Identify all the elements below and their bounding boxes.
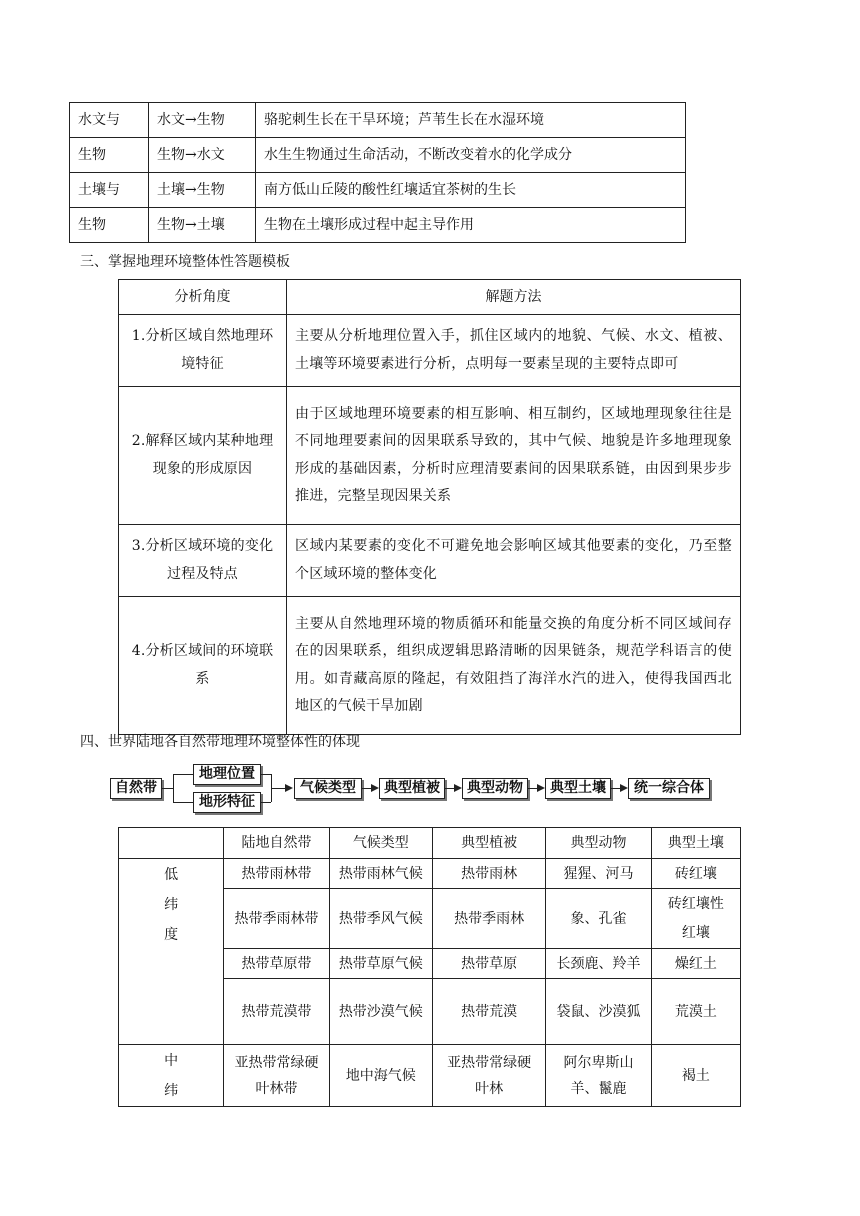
connector-line bbox=[161, 788, 173, 789]
relation-cell: 生物→土壤 bbox=[149, 208, 256, 243]
arrow-line bbox=[445, 788, 454, 789]
climate-cell: 地中海气候 bbox=[329, 1045, 432, 1107]
hydro-soil-biology-table bbox=[69, 102, 686, 243]
soil-cell bbox=[651, 889, 740, 949]
flow-box-climate: 气候类型 bbox=[294, 778, 362, 799]
connector-line bbox=[261, 802, 271, 803]
zone-cell: 热带雨林带 bbox=[224, 859, 329, 889]
angle-line: 现象的形成原因 bbox=[152, 460, 253, 477]
arrow-line bbox=[362, 788, 371, 789]
connector-line bbox=[173, 802, 193, 803]
header-angle: 分析角度 bbox=[119, 280, 287, 315]
angle-cell bbox=[119, 525, 287, 597]
method-cell bbox=[287, 597, 741, 735]
content-cell: 南方低山丘陵的酸性红壤适宜茶树的生长 bbox=[256, 173, 686, 208]
content-cell: 骆驼刺生长在干旱环境；芦苇生长在水湿环境 bbox=[256, 103, 686, 138]
latitude-cell-low bbox=[119, 859, 224, 1045]
angle-cell bbox=[119, 315, 287, 387]
arrow-head-icon bbox=[620, 784, 628, 792]
vegetation-cell: 热带季雨林 bbox=[432, 889, 545, 949]
climate-cell: 热带草原气候 bbox=[329, 949, 432, 979]
vegetation-cell: 热带草原 bbox=[432, 949, 545, 979]
header-cell bbox=[119, 828, 224, 859]
natural-zone-flow-diagram bbox=[110, 763, 740, 813]
connector-line bbox=[173, 774, 174, 802]
arrow-line bbox=[528, 788, 537, 789]
flow-box-whole: 统一综合体 bbox=[628, 778, 710, 799]
arrow-line bbox=[271, 788, 285, 789]
vegetation-line: 叶林 bbox=[475, 1080, 504, 1097]
group-cell: 水文与 bbox=[70, 103, 149, 138]
angle-line: 过程及特点 bbox=[167, 565, 238, 582]
zone-line: 叶林带 bbox=[255, 1080, 298, 1097]
vegetation-cell bbox=[432, 1045, 545, 1107]
arrow-head-icon bbox=[371, 784, 379, 792]
content-cell: 生物在土壤形成过程中起主导作用 bbox=[256, 208, 686, 243]
connector-line bbox=[261, 774, 271, 775]
method-text: 由于区域地理环境要素的相互影响、相互制约，区域地理现象往往是不同地理要素间的因果联系导致的，其中气候、地貌是许多地理现象形成的基础因素，分析时应理清要素间的因果联系链，由因到果步步推进，完整呈现因果关系 bbox=[295, 405, 732, 504]
section-heading-3: 三、掌握地理环境整体性答题模板 bbox=[80, 254, 290, 270]
angle-line: 3.分析区域环境的变化 bbox=[131, 538, 274, 554]
angle-line: 2.解释区域内某种地理 bbox=[131, 433, 274, 449]
animal-cell: 象、孔雀 bbox=[546, 889, 651, 949]
latitude-char: 低 bbox=[164, 867, 179, 883]
zone-cell bbox=[224, 1045, 329, 1107]
latitude-char: 纬 bbox=[164, 1083, 179, 1099]
latitude-char: 度 bbox=[164, 927, 179, 943]
header-cell: 典型土壤 bbox=[651, 828, 740, 859]
header-method: 解题方法 bbox=[287, 280, 741, 315]
latitude-cell-mid bbox=[119, 1045, 224, 1107]
header-cell: 典型动物 bbox=[546, 828, 651, 859]
header-cell: 典型植被 bbox=[432, 828, 545, 859]
arrow-line bbox=[611, 788, 620, 789]
flow-box-vegetation: 典型植被 bbox=[379, 778, 445, 799]
angle-cell bbox=[119, 387, 287, 525]
zone-line: 亚热带常绿硬 bbox=[234, 1054, 319, 1071]
animal-line: 阿尔卑斯山 bbox=[563, 1054, 634, 1071]
vegetation-line: 亚热带常绿硬 bbox=[447, 1054, 532, 1071]
soil-cell: 燥红土 bbox=[651, 949, 740, 979]
animal-line: 羊、鬣鹿 bbox=[570, 1080, 627, 1097]
latitude-char: 中 bbox=[164, 1053, 179, 1069]
zone-cell: 热带季雨林带 bbox=[224, 889, 329, 949]
vegetation-cell: 热带荒漠 bbox=[432, 979, 545, 1045]
method-text: 区域内某要素的变化不可避免地会影响区域其他要素的变化，乃至整个区域环境的整体变化 bbox=[295, 538, 732, 582]
method-cell bbox=[287, 525, 741, 597]
flow-box-location: 地理位置 bbox=[193, 764, 261, 785]
relation-cell: 土壤→生物 bbox=[149, 173, 256, 208]
animal-cell: 袋鼠、沙漠狐 bbox=[546, 979, 651, 1045]
latitude-char: 纬 bbox=[164, 897, 179, 913]
flow-box-start: 自然带 bbox=[110, 778, 162, 799]
angle-line: 4.分析区域间的环境联 bbox=[131, 643, 274, 659]
climate-cell: 热带沙漠气候 bbox=[329, 979, 432, 1045]
natural-zone-table bbox=[118, 827, 741, 1107]
soil-cell: 荒漠土 bbox=[651, 979, 740, 1045]
soil-cell: 砖红壤 bbox=[651, 859, 740, 889]
angle-line: 境特征 bbox=[181, 355, 224, 372]
relation-cell: 水文→生物 bbox=[149, 103, 256, 138]
vegetation-cell: 热带雨林 bbox=[432, 859, 545, 889]
arrow-head-icon bbox=[537, 784, 545, 792]
relation-cell: 生物→水文 bbox=[149, 138, 256, 173]
header-cell: 陆地自然带 bbox=[224, 828, 329, 859]
angle-cell bbox=[119, 597, 287, 735]
answer-template-table bbox=[118, 279, 741, 735]
method-text: 主要从自然地理环境的物质循环和能量交换的角度分析不同区域间存在的因果联系，组织成逻辑思路清晰的因果链条，规范学科语言的使用。如青藏高原的隆起，有效阻挡了海洋水汽的进入，使得我国西北地区的气候干旱加剧 bbox=[295, 615, 732, 714]
method-cell bbox=[287, 387, 741, 525]
animal-cell: 猩猩、河马 bbox=[546, 859, 651, 889]
flow-box-animal: 典型动物 bbox=[462, 778, 528, 799]
section-heading-4: 四、世界陆地各自然带地理环境整体性的体现 bbox=[80, 734, 360, 750]
zone-cell: 热带草原带 bbox=[224, 949, 329, 979]
zone-cell: 热带荒漠带 bbox=[224, 979, 329, 1045]
angle-line: 系 bbox=[195, 670, 210, 687]
method-text: 主要从分析地理位置入手，抓住区域内的地貌、气候、水文、植被、土壤等环境要素进行分析，点明每一要素呈现的主要特点即可 bbox=[295, 328, 732, 372]
soil-line: 红壤 bbox=[681, 924, 710, 941]
climate-cell: 热带雨林气候 bbox=[329, 859, 432, 889]
group-cell: 土壤与 bbox=[70, 173, 149, 208]
soil-cell: 褐土 bbox=[651, 1045, 740, 1107]
connector-line bbox=[173, 774, 193, 775]
method-cell bbox=[287, 315, 741, 387]
climate-cell: 热带季风气候 bbox=[329, 889, 432, 949]
header-cell: 气候类型 bbox=[329, 828, 432, 859]
angle-line: 1.分析区域自然地理环 bbox=[131, 328, 274, 344]
animal-cell: 长颈鹿、羚羊 bbox=[546, 949, 651, 979]
animal-cell bbox=[546, 1045, 651, 1107]
arrow-head-icon bbox=[454, 784, 462, 792]
content-cell: 水生生物通过生命活动，不断改变着水的化学成分 bbox=[256, 138, 686, 173]
group-cell: 生物 bbox=[70, 208, 149, 243]
group-cell: 生物 bbox=[70, 138, 149, 173]
soil-line: 砖红壤性 bbox=[667, 895, 724, 912]
flow-box-soil: 典型土壤 bbox=[545, 778, 611, 799]
flow-box-terrain: 地形特征 bbox=[193, 792, 261, 813]
arrow-head-icon bbox=[285, 784, 293, 792]
